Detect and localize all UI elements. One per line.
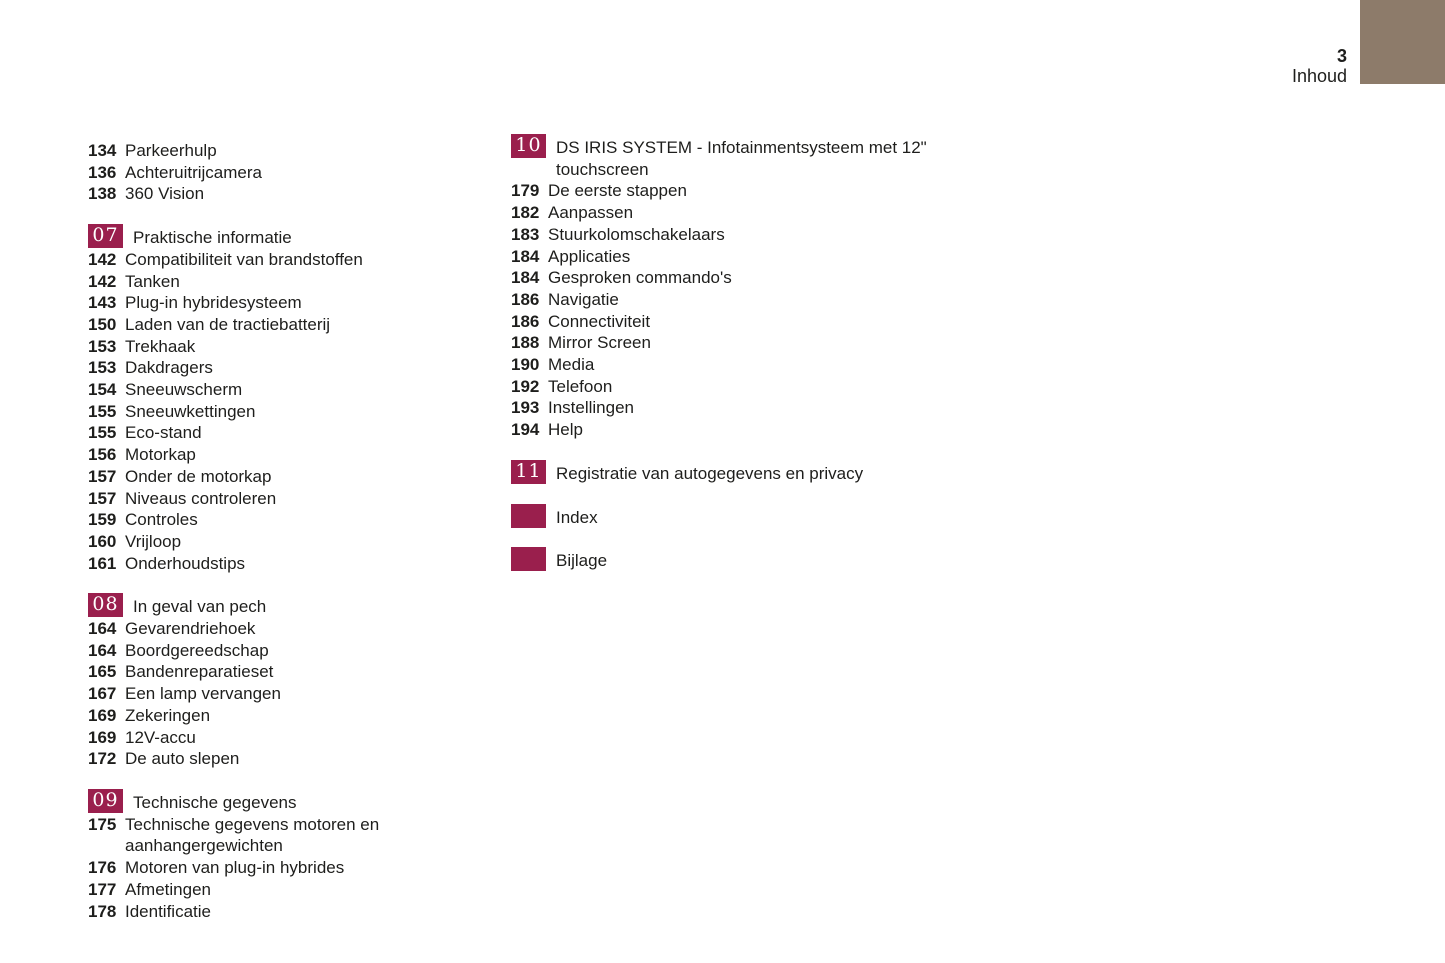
toc-item-page: 184 bbox=[511, 268, 540, 288]
toc-item-label-line: Trekhaak bbox=[125, 336, 196, 356]
toc-item-label bbox=[548, 289, 931, 311]
section-header bbox=[511, 460, 931, 485]
toc-item-label-line: Plug-in hybridesysteem bbox=[125, 293, 302, 313]
section-title bbox=[556, 134, 927, 180]
toc-item-label bbox=[125, 814, 511, 857]
toc-item bbox=[88, 314, 511, 336]
section-title bbox=[133, 593, 266, 618]
toc-item-label-line: Applicaties bbox=[548, 246, 631, 266]
toc-item-page: 172 bbox=[88, 749, 117, 769]
toc-item-label-line: Vrijloop bbox=[125, 531, 182, 551]
toc-item bbox=[88, 661, 511, 683]
toc-item-label-line: Telefoon bbox=[548, 376, 613, 396]
toc-item-label-line: Aanpassen bbox=[548, 203, 634, 223]
toc-item-page: 169 bbox=[88, 727, 117, 747]
toc-item-label bbox=[548, 332, 931, 354]
toc-item-label-line: Achteruitrijcamera bbox=[125, 162, 262, 182]
toc-item-label bbox=[125, 488, 511, 510]
section-header bbox=[88, 789, 511, 814]
toc-item-page: 153 bbox=[88, 336, 117, 356]
toc-item-page: 157 bbox=[88, 466, 117, 486]
toc-item-label-line: Gesproken commando's bbox=[548, 268, 732, 288]
toc-item-label bbox=[125, 336, 511, 358]
toc-item-label bbox=[125, 509, 511, 531]
toc-item-label-line: Boordgereedschap bbox=[125, 640, 269, 660]
section-blank-badge bbox=[511, 547, 546, 571]
section-header bbox=[88, 224, 511, 249]
toc-item-label bbox=[125, 162, 511, 184]
toc-item-page: 156 bbox=[88, 445, 117, 465]
toc-item-label-line: 12V-accu bbox=[125, 727, 196, 747]
toc-item-label bbox=[125, 444, 511, 466]
toc-item-page: 194 bbox=[511, 420, 540, 440]
toc-item-label bbox=[548, 267, 931, 289]
toc-item bbox=[511, 354, 931, 376]
toc-item bbox=[88, 292, 511, 314]
toc-item-label-line: Sneeuwkettingen bbox=[125, 401, 256, 421]
toc-item bbox=[88, 422, 511, 444]
toc-item-label bbox=[125, 249, 511, 271]
section-header bbox=[511, 547, 931, 572]
toc-item-label-line: aanhangergewichten bbox=[125, 836, 283, 856]
toc-item-label bbox=[125, 422, 511, 444]
toc-item bbox=[88, 553, 511, 575]
section-header bbox=[511, 134, 931, 180]
toc-item bbox=[88, 271, 511, 293]
toc-section bbox=[88, 789, 511, 922]
section-header bbox=[88, 593, 511, 618]
toc-item-label bbox=[125, 292, 511, 314]
toc-column-1 bbox=[88, 134, 511, 922]
toc-item-label bbox=[548, 224, 931, 246]
toc-item bbox=[88, 140, 511, 162]
toc-item bbox=[88, 640, 511, 662]
toc-item-label-line: Laden van de tractiebatterij bbox=[125, 314, 331, 334]
section-title bbox=[133, 789, 297, 814]
toc-item bbox=[88, 901, 511, 923]
toc-item-label bbox=[548, 311, 931, 333]
toc-item bbox=[511, 224, 931, 246]
toc-item bbox=[511, 246, 931, 268]
toc-item-label bbox=[548, 419, 931, 441]
toc-item-page: 136 bbox=[88, 162, 117, 182]
toc-item-page: 176 bbox=[88, 858, 117, 878]
page-number: 3 bbox=[1336, 46, 1347, 66]
toc-item-label-line: Afmetingen bbox=[125, 879, 211, 899]
toc-item bbox=[88, 879, 511, 901]
toc-section bbox=[511, 134, 931, 441]
toc-item-label-line: Tanken bbox=[125, 271, 180, 291]
toc-item-page: 155 bbox=[88, 401, 117, 421]
toc-item-label bbox=[548, 397, 931, 419]
toc-item bbox=[88, 357, 511, 379]
toc-item bbox=[511, 289, 931, 311]
toc-item-page: 179 bbox=[511, 181, 540, 201]
toc-item-label-line: Eco-stand bbox=[125, 423, 202, 443]
toc-item-label bbox=[548, 202, 931, 224]
section-title-line: Bijlage bbox=[556, 551, 608, 571]
toc-item bbox=[511, 419, 931, 441]
section-number-badge: 09 bbox=[88, 789, 123, 813]
toc-item bbox=[511, 202, 931, 224]
toc-item bbox=[88, 249, 511, 271]
toc-item-label-line: Controles bbox=[125, 510, 198, 530]
toc-item bbox=[511, 376, 931, 398]
toc-section bbox=[88, 593, 511, 770]
page-header bbox=[1292, 46, 1347, 87]
toc-item bbox=[88, 379, 511, 401]
toc-item bbox=[88, 183, 511, 205]
toc-item-label-line: Identificatie bbox=[125, 901, 211, 921]
section-title-line: DS IRIS SYSTEM - Infotainmentsysteem met 12" bbox=[556, 138, 927, 157]
section-title bbox=[556, 460, 863, 485]
toc-item bbox=[511, 397, 931, 419]
section-title-line: In geval van pech bbox=[133, 597, 267, 617]
toc-item-label bbox=[125, 618, 511, 640]
toc-item-page: 190 bbox=[511, 355, 540, 375]
section-number-badge: 07 bbox=[88, 224, 123, 248]
toc-item-page: 164 bbox=[88, 640, 117, 660]
toc-item-label bbox=[125, 140, 511, 162]
toc-item-page: 167 bbox=[88, 684, 117, 704]
toc-item-label-line: Mirror Screen bbox=[548, 333, 651, 353]
toc-item-label-line: Bandenreparatieset bbox=[125, 662, 274, 682]
toc-item-page: 192 bbox=[511, 376, 540, 396]
toc-item-page: 155 bbox=[88, 423, 117, 443]
toc-item-label-line: Dakdragers bbox=[125, 358, 213, 378]
toc-item-label bbox=[548, 180, 931, 202]
toc-item bbox=[511, 311, 931, 333]
toc-item-label bbox=[125, 271, 511, 293]
toc-item-label-line: Gevarendriehoek bbox=[125, 619, 256, 639]
toc-item bbox=[88, 444, 511, 466]
toc-item-page: 134 bbox=[88, 141, 117, 160]
toc-item-label bbox=[548, 376, 931, 398]
toc-item-label bbox=[125, 553, 511, 575]
section-title-line: Praktische informatie bbox=[133, 228, 292, 248]
toc-item bbox=[511, 180, 931, 202]
toc-item bbox=[511, 332, 931, 354]
toc-item bbox=[88, 705, 511, 727]
toc-item-label-line: Zekeringen bbox=[125, 705, 211, 725]
section-title-line: Registratie van autogegevens en privacy bbox=[556, 463, 864, 483]
toc-item bbox=[88, 814, 511, 857]
toc-section bbox=[511, 547, 931, 572]
toc-section bbox=[511, 460, 931, 485]
section-title-line: Index bbox=[556, 507, 598, 527]
toc-item bbox=[88, 531, 511, 553]
toc-item bbox=[88, 683, 511, 705]
toc-section bbox=[511, 504, 931, 529]
toc-item-label-line: Media bbox=[548, 355, 595, 375]
toc-item-label-line: De eerste stappen bbox=[548, 181, 687, 201]
toc-item-page: 160 bbox=[88, 531, 117, 551]
toc-column-2 bbox=[511, 134, 931, 572]
toc-item-label bbox=[125, 705, 511, 727]
toc-item-label bbox=[125, 640, 511, 662]
toc-item-label-line: De auto slepen bbox=[125, 749, 240, 769]
section-number-badge: 08 bbox=[88, 593, 123, 617]
section-number-badge: 11 bbox=[511, 460, 546, 484]
toc-item-page: 154 bbox=[88, 380, 117, 400]
toc-item-page: 183 bbox=[511, 224, 540, 244]
toc-item bbox=[511, 267, 931, 289]
toc-item-label-line: Motoren van plug-in hybrides bbox=[125, 858, 345, 878]
toc-item-label-line: Compatibiliteit van brandstoffen bbox=[125, 249, 363, 269]
toc-item-page: 159 bbox=[88, 510, 117, 530]
corner-decoration bbox=[1360, 0, 1445, 84]
page-section-label: Inhoud bbox=[1291, 66, 1347, 86]
toc-item bbox=[88, 336, 511, 358]
section-title bbox=[556, 504, 598, 529]
toc-item bbox=[88, 618, 511, 640]
toc-item-page: 153 bbox=[88, 358, 117, 378]
toc-item-page: 138 bbox=[88, 184, 117, 204]
toc-item-label-line: Parkeerhulp bbox=[125, 141, 217, 160]
toc-item-page: 193 bbox=[511, 398, 540, 418]
toc-item-label-line: Motorkap bbox=[125, 445, 196, 465]
toc-item-page: 157 bbox=[88, 488, 117, 508]
toc-item-label-line: Stuurkolomschakelaars bbox=[548, 224, 725, 244]
toc-item-label bbox=[125, 683, 511, 705]
toc-item bbox=[88, 488, 511, 510]
toc-item-label bbox=[125, 314, 511, 336]
toc-item-label bbox=[125, 661, 511, 683]
toc-item-label-line: Help bbox=[548, 420, 583, 440]
toc-item bbox=[88, 748, 511, 770]
toc-item-label-line: Niveaus controleren bbox=[125, 488, 277, 508]
toc-item bbox=[88, 727, 511, 749]
toc-item-label bbox=[548, 354, 931, 376]
toc-item-label bbox=[125, 727, 511, 749]
toc-item bbox=[88, 466, 511, 488]
toc-item-label-line: Navigatie bbox=[548, 289, 619, 309]
toc-item-page: 142 bbox=[88, 249, 117, 269]
toc-item-page: 169 bbox=[88, 705, 117, 725]
toc-item-page: 186 bbox=[511, 289, 540, 309]
toc-item-page: 182 bbox=[511, 203, 540, 223]
toc-item bbox=[88, 857, 511, 879]
toc-item-label bbox=[125, 531, 511, 553]
toc-item bbox=[88, 401, 511, 423]
toc-item-label-line: Onder de motorkap bbox=[125, 466, 272, 486]
toc-item-label bbox=[125, 357, 511, 379]
toc-item-label bbox=[125, 748, 511, 770]
toc-item-label-line: 360 Vision bbox=[125, 184, 205, 204]
toc-item-label bbox=[548, 246, 931, 268]
section-title bbox=[133, 224, 292, 249]
section-blank-badge bbox=[511, 504, 546, 528]
toc-item bbox=[88, 509, 511, 531]
section-title-line: touchscreen bbox=[556, 159, 649, 179]
toc-item-label-line: Sneeuwscherm bbox=[125, 380, 243, 400]
toc-item-page: 143 bbox=[88, 293, 117, 313]
toc-section bbox=[88, 224, 511, 574]
toc bbox=[88, 134, 931, 922]
section-title bbox=[556, 547, 607, 572]
section-header bbox=[511, 504, 931, 529]
toc-item-page: 142 bbox=[88, 271, 117, 291]
toc-item-label bbox=[125, 183, 511, 205]
toc-item-page: 184 bbox=[511, 246, 540, 266]
toc-item-label-line: Connectiviteit bbox=[548, 311, 651, 331]
toc-item-label-line: Technische gegevens motoren en bbox=[125, 814, 380, 834]
toc-item-label bbox=[125, 379, 511, 401]
toc-item-page: 165 bbox=[88, 662, 117, 682]
toc-item bbox=[88, 162, 511, 184]
section-number-badge: 10 bbox=[511, 134, 546, 158]
toc-item-page: 175 bbox=[88, 814, 117, 834]
toc-item-page: 178 bbox=[88, 901, 117, 921]
toc-item-page: 188 bbox=[511, 333, 540, 353]
toc-item-label-line: Onderhoudstips bbox=[125, 553, 246, 573]
toc-item-label bbox=[125, 466, 511, 488]
toc-item-label-line: Instellingen bbox=[548, 398, 635, 418]
toc-item-label bbox=[125, 901, 511, 923]
toc-item-page: 186 bbox=[511, 311, 540, 331]
section-title-line: Technische gegevens bbox=[133, 792, 297, 812]
toc-section bbox=[88, 140, 511, 205]
toc-item-label-line: Een lamp vervangen bbox=[125, 684, 281, 704]
toc-item-label bbox=[125, 857, 511, 879]
toc-item-label bbox=[125, 879, 511, 901]
toc-item-page: 164 bbox=[88, 619, 117, 639]
toc-item-page: 150 bbox=[88, 314, 117, 334]
toc-item-label bbox=[125, 401, 511, 423]
toc-item-page: 161 bbox=[88, 553, 117, 573]
toc-item-page: 177 bbox=[88, 879, 117, 899]
